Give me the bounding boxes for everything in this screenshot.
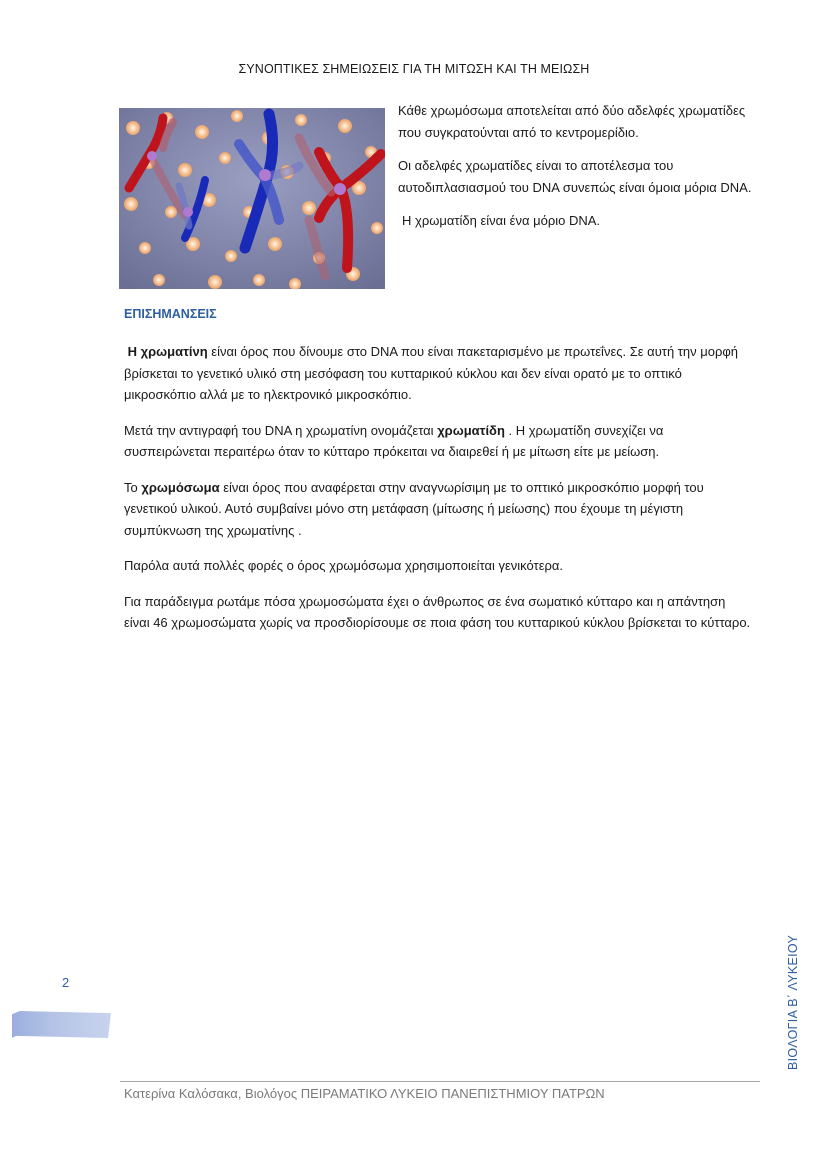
side-label-text: ΒΙΟΛΟΓΙΑ Β΄ ΛΥΚΕΙΟΥ <box>786 934 800 1070</box>
paragraph-chromatin <box>124 341 752 406</box>
footer-text: Κατερίνα Καλόσακα, Βιολόγος ΠΕΙΡΑΜΑΤΙΚΟ ΛΥΚΕΙΟ ΠΑΝΕΠΙΣΤΗΜΙΟΥ ΠΑΤΡΩΝ <box>124 1086 605 1101</box>
footer-divider <box>120 1081 760 1082</box>
term-chromosome: χρωμόσωμα <box>141 479 220 495</box>
page-number: 2 <box>62 975 70 990</box>
chromosome-illustration <box>119 108 385 289</box>
paragraph-chromosome-before: Το <box>124 479 142 495</box>
section-title: ΕΠΙΣΗΜΑΝΣΕΙΣ <box>124 307 217 321</box>
intro-paragraph-3: Η χρωματίδη είναι ένα μόριο DNA. <box>402 213 601 228</box>
page-number-tab-decoration <box>12 1011 111 1038</box>
paragraph-chromatid-before: Μετά την αντιγραφή του DNA η χρωματίνη ονομάζεται <box>124 422 438 438</box>
intro-paragraph-2: Οι αδελφές χρωματίδες είναι το αποτέλεσμα του αυτοδιπλασιασμού του DNA συνεπώς είναι όμοια μόρια DNA. <box>398 158 752 195</box>
term-chromatin: Η χρωματίνη <box>127 344 208 359</box>
term-chromatid: χρωματίδη <box>437 422 505 438</box>
paragraph-chromatin-text: είναι όρος που δίνουμε στο DNA που είναι πακεταρισμένο με πρωτεΐνες. Σε αυτή την μορφή βρίσκεται το γενετικό υλικό στη μεσόφαση του κυτταρικού κύκλου και δεν είναι ορατό με το οπτικό μικροσκόπιο αλλά με το ηλεκτρονικό μικροσκόπιο. <box>124 344 739 402</box>
intro-paragraph-1: Κάθε χρωμόσωμα αποτελείται από δύο αδελφές χρωματίδες που συγκρατούνται από το κεντρομερίδιο. <box>398 103 746 140</box>
paragraph-chromosome-after: είναι όρος που αναφέρεται στην αναγνωρίσιμη με το οπτικό μικροσκόπιο μορφή του γενετικού υλικού. Αυτό συμβαίνει μόνο στη μετάφαση (μίτωσης ή μείωσης) που έχουμε τη μέγιστη συμπύκνωση της χρωματίνης . <box>124 479 704 538</box>
chromosome-image <box>119 108 385 289</box>
page-header: ΣΥΝΟΠΤΙΚΕΣ ΣΗΜΕΙΩΣΕΙΣ ΓΙΑ ΤΗ ΜΙΤΩΣΗ ΚΑΙ ΤΗ ΜΕΙΩΣΗ <box>238 62 590 76</box>
intro-text <box>398 100 758 244</box>
side-label <box>784 920 804 1070</box>
paragraph-chromatid <box>124 420 752 463</box>
paragraph-chromosome <box>124 477 752 542</box>
paragraph-example: Για παράδειγμα ρωτάμε πόσα χρωμοσώματα έχει ο άνθρωπος σε ένα σωματικό κύτταρο και η απάντηση είναι 46 χρωμοσώματα χωρίς να προσδιορίσουμε σε ποια φάση του κυτταρικού κύκλου βρίσκεται το κύτταρο. <box>124 593 751 630</box>
body-text <box>124 341 752 648</box>
paragraph-general-usage: Παρόλα αυτά πολλές φορές ο όρος χρωμόσωμα χρησιμοποιείται γενικότερα. <box>124 558 564 573</box>
paragraph-chromatid-after: . Η χρωματίδη συνεχίζει να συσπειρώνεται περαιτέρω όταν το κύτταρο πρόκειται να διαιρεθεί ή με μίτωση είτε με μείωση. <box>124 422 664 459</box>
